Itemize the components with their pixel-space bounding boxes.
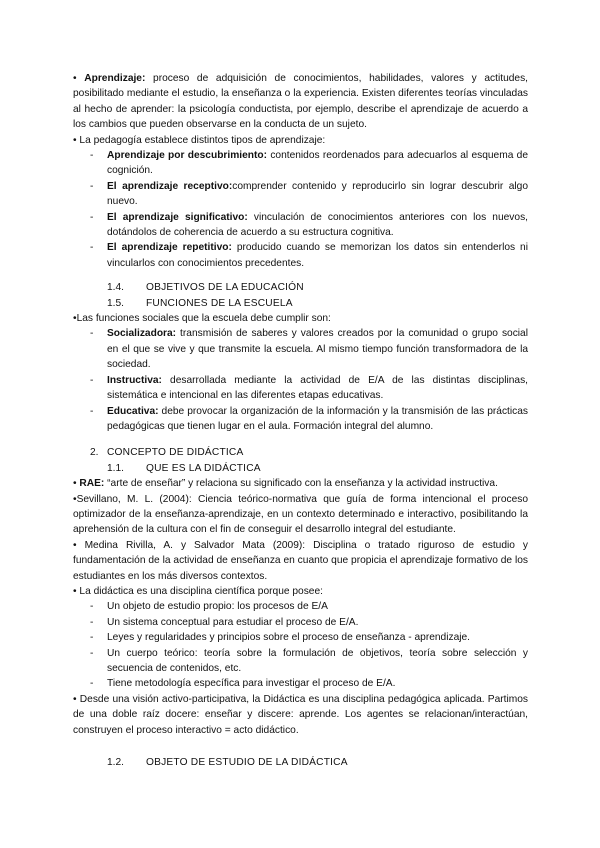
list-item: - El aprendizaje significativo: vinculación de conocimientos anteriores con los nuevos, dotándolos de coherencia de acuerdo a su estructura cognitiva.	[73, 210, 528, 241]
cientifica-list	[73, 599, 528, 691]
heading-2: 2. CONCEPTO DE DIDÁCTICA	[90, 447, 244, 459]
tipos-list	[73, 148, 528, 271]
cientifica-intro: • La didáctica es una disciplina científica porque posee:	[73, 585, 323, 597]
bullet: •	[73, 73, 77, 84]
list-item: - El aprendizaje repetitivo: producido cuando se memorizan los datos sin entenderlos ni vincularlos con conocimientos precedentes.	[73, 240, 528, 271]
sevillano-definition: •Sevillano, M. L. (2004): Ciencia teórico-normativa que guía de forma intencional el proceso optimizador de la enseñanza-aprendizaje, en un contexto determinado e interactivo, posibilitando la aprehensión de la cultura con el fin de conseguir el desarrollo integral del estudiante.	[73, 493, 528, 536]
heading-1-1: 1.1. QUE ES LA DIDÁCTICA	[107, 462, 261, 474]
heading-1-2: 1.2. OBJETO DE ESTUDIO DE LA DIDÁCTICA	[107, 757, 348, 768]
list-item: - Leyes y regularidades y principios sobre el proceso de enseñanza - aprendizaje.	[73, 630, 528, 645]
aprendizaje-definition	[73, 71, 528, 133]
list-item: - Aprendizaje por descubrimiento: contenidos reordenados para adecuarlos al esquema de cognición.	[73, 148, 528, 179]
document-page	[73, 71, 528, 770]
list-item: - Un sistema conceptual para estudiar el proceso de E/A.	[73, 615, 528, 630]
list-item: - Un objeto de estudio propio: los procesos de E/A	[73, 599, 528, 614]
list-item: - Un cuerpo teórico: teoría sobre la formulación de objetivos, teoría sobre selección y secuencia de contenidos, etc.	[73, 646, 528, 677]
aprendizaje-text: proceso de adquisición de conocimientos, habilidades, valores y actitudes, posibilitado mediante el estudio, la enseñanza o la experiencia. Existen diferentes teorías vinculadas al hecho de aprender: la psicología conductista, por ejemplo, describe el aprendizaje de acuerdo a los cambios que pueden observarse en la conducta de un sujeto.	[73, 73, 528, 131]
vision-paragraph: • Desde una visión activo-participativa, la Didáctica es una disciplina pedagógica aplicada. Partimos de una doble raíz docere: enseñar y discere: aprende. Los agentes se relacionan/interactúan, construyen el proceso interactivo = acto didáctico.	[73, 693, 528, 736]
list-item: - Socializadora: transmisión de saberes y valores creados por la comunidad o grupo social en el que se vive y que transmite la escuela. Al mismo tiempo función transformadora de la sociedad.	[73, 326, 528, 372]
medina-definition: • Medina Rivilla, A. y Salvador Mata (2009): Disciplina o tratado riguroso de estudio y fundamentación de la actividad de enseñanza en cuanto que propicia el aprendizaje formativo de los estudiantes en los más diversos contextos.	[73, 539, 528, 582]
list-item: - Tiene metodología específica para investigar el proceso de E/A.	[73, 676, 528, 691]
heading-1-4: 1.4. OBJETIVOS DE LA EDUCACIÓN	[107, 282, 304, 294]
funciones-intro: •Las funciones sociales que la escuela debe cumplir son:	[73, 313, 331, 325]
aprendizaje-term: Aprendizaje:	[84, 73, 146, 84]
list-item: - Educativa: debe provocar la organización de la información y la transmisión de las prácticas pedagógicas que tienen lugar en el aula. Formación integral del alumno.	[73, 404, 528, 435]
funciones-list	[73, 326, 528, 434]
list-item: - El aprendizaje receptivo:comprender contenido y reproducirlo sin lograr descubrir algo nuevo.	[73, 179, 528, 210]
tipos-intro: • La pedagogía establece distintos tipos de aprendizaje:	[73, 134, 326, 146]
rae-definition: • RAE: “arte de enseñar” y relaciona su significado con la enseñanza y la actividad instructiva.	[73, 478, 498, 490]
heading-1-5: 1.5. FUNCIONES DE LA ESCUELA	[107, 297, 293, 309]
list-item: - Instructiva: desarrollada mediante la actividad de E/A de las distintas disciplinas, sistemática e intencional en las diferentes etapas educativas.	[73, 373, 528, 404]
